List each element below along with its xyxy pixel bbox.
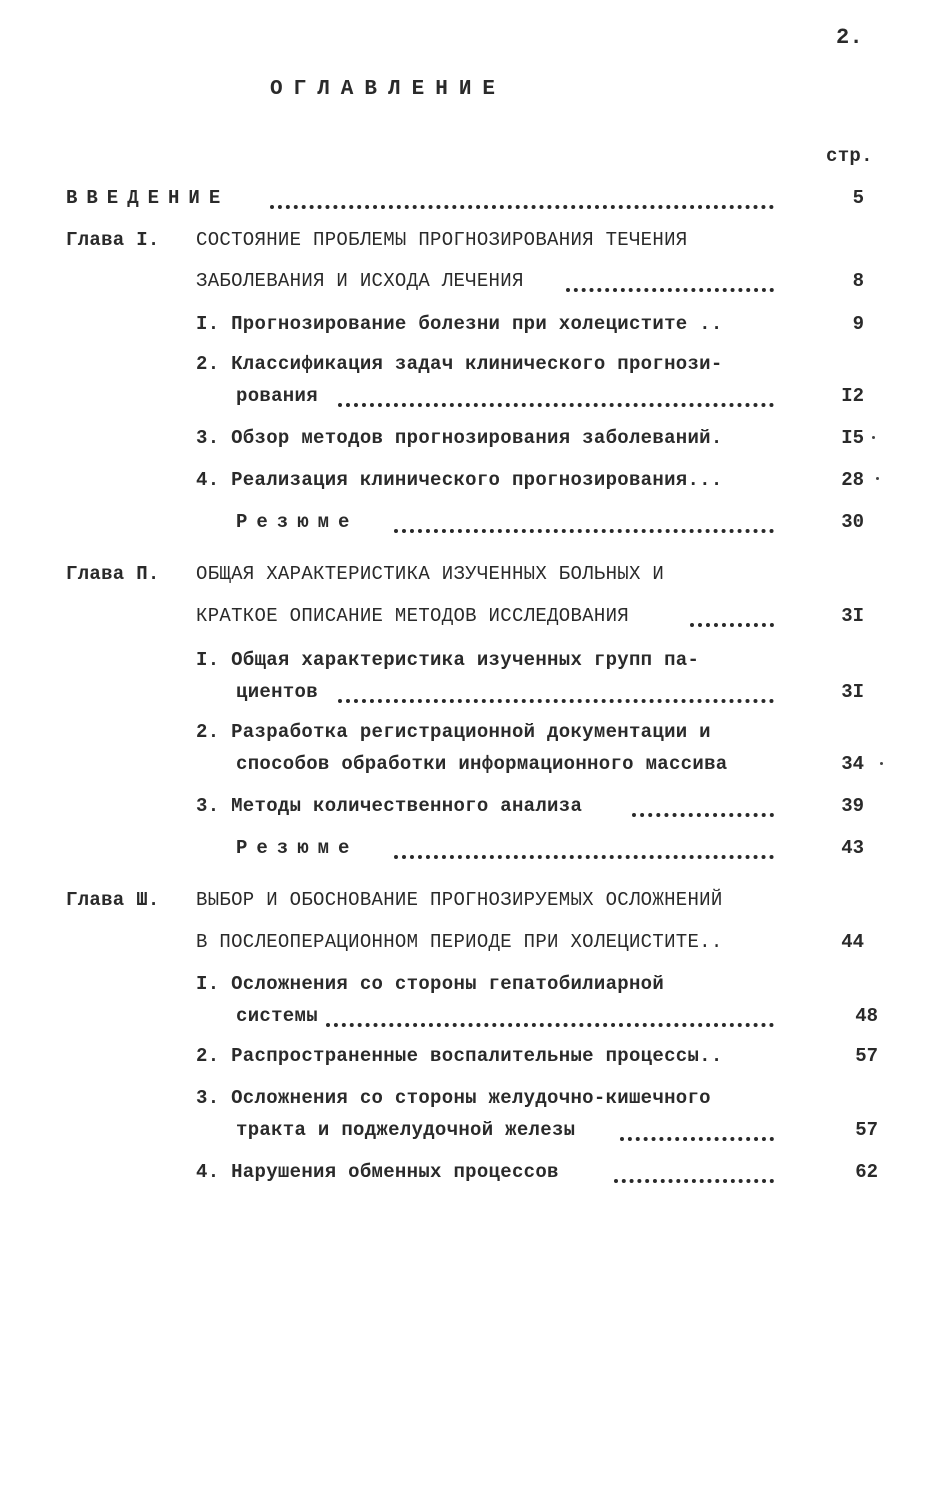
section-3-3-page: 57 [855,1119,878,1141]
section-1-summary-page: 30 [841,511,864,533]
section-2-2-page: 34 [841,753,864,775]
section-3-2: 2. Распространенные воспалительные процессы.. [196,1045,723,1067]
section-1-1-page: 9 [852,313,864,335]
dot-leader [338,399,774,407]
page-number: 2. [836,25,864,50]
section-2-3: 3. Методы количественного анализа [196,795,583,817]
page-column-label: стр. [826,145,873,167]
dot-leader [394,525,774,533]
chapter-1-label: Глава I. [66,229,160,251]
section-3-1-page: 48 [855,1005,878,1027]
chapter-1-title-line-1: СОСТОЯНИЕ ПРОБЛЕМЫ ПРОГНОЗИРОВАНИЯ ТЕЧЕНИЯ [196,229,688,251]
section-3-1-line-1: I. Осложнения со стороны гепатобилиарной [196,973,665,995]
scan-mark [880,762,883,765]
dot-leader [632,809,774,817]
chapter-3-title-line-2: В ПОСЛЕОПЕРАЦИОННОМ ПЕРИОДЕ ПРИ ХОЛЕЦИСТИТЕ.. [196,931,723,953]
chapter-1-page: 8 [852,270,864,292]
dot-leader [338,695,774,703]
section-2-2-line-1: 2. Разработка регистрационной документации и [196,721,711,743]
section-1-summary: Резюме [236,511,359,533]
section-1-2-line-1: 2. Классификация задач клинического прогнози- [196,353,723,375]
section-3-4: 4. Нарушения обменных процессов [196,1161,559,1183]
scan-mark [872,436,875,439]
section-2-summary: Резюме [236,837,359,859]
section-3-3-line-1: 3. Осложнения со стороны желудочно-кишечного [196,1087,711,1109]
dot-leader [394,851,774,859]
section-3-4-page: 62 [855,1161,878,1183]
chapter-3-label: Глава Ш. [66,889,160,911]
chapter-2-title-line-2: КРАТКОЕ ОПИСАНИЕ МЕТОДОВ ИССЛЕДОВАНИЯ [196,605,629,627]
section-1-3-page: I5 [841,427,864,449]
section-3-2-page: 57 [855,1045,878,1067]
toc-heading: ОГЛАВЛЕНИЕ [270,78,507,101]
dot-leader [326,1019,774,1027]
section-3-3-line-2: тракта и поджелудочной железы [236,1119,576,1141]
section-2-1-line-2: циентов [236,681,318,703]
intro-label: ВВЕДЕНИЕ [66,187,230,209]
chapter-3-page: 44 [841,931,864,953]
section-1-1: I. Прогнозирование болезни при холецистите .. [196,313,723,335]
section-1-2-line-2: рования [236,385,318,407]
dot-leader [614,1175,774,1183]
chapter-2-page: 3I [841,605,864,627]
section-2-2-line-2: способов обработки информационного массива [236,753,728,775]
section-1-4: 4. Реализация клинического прогнозирования... [196,469,723,491]
section-2-summary-page: 43 [841,837,864,859]
chapter-2-title-line-1: ОБЩАЯ ХАРАКТЕРИСТИКА ИЗУЧЕННЫХ БОЛЬНЫХ И [196,563,665,585]
dot-leader [690,619,774,627]
chapter-1-title-line-2: ЗАБОЛЕВАНИЯ И ИСХОДА ЛЕЧЕНИЯ [196,270,524,292]
scan-mark [876,477,879,480]
dot-leader [566,284,774,292]
section-2-1-page: 3I [841,681,864,703]
dot-leader [620,1133,774,1141]
section-1-2-page: I2 [841,385,864,407]
dot-leader [270,201,774,209]
section-2-3-page: 39 [841,795,864,817]
section-1-3: 3. Обзор методов прогнозирования заболеваний. [196,427,723,449]
intro-page: 5 [852,187,864,209]
section-3-1-line-2: системы [236,1005,318,1027]
chapter-2-label: Глава П. [66,563,160,585]
section-1-4-page: 28 [841,469,864,491]
section-2-1-line-1: I. Общая характеристика изученных групп па- [196,649,700,671]
chapter-3-title-line-1: ВЫБОР И ОБОСНОВАНИЕ ПРОГНОЗИРУЕМЫХ ОСЛОЖНЕНИЙ [196,889,723,911]
